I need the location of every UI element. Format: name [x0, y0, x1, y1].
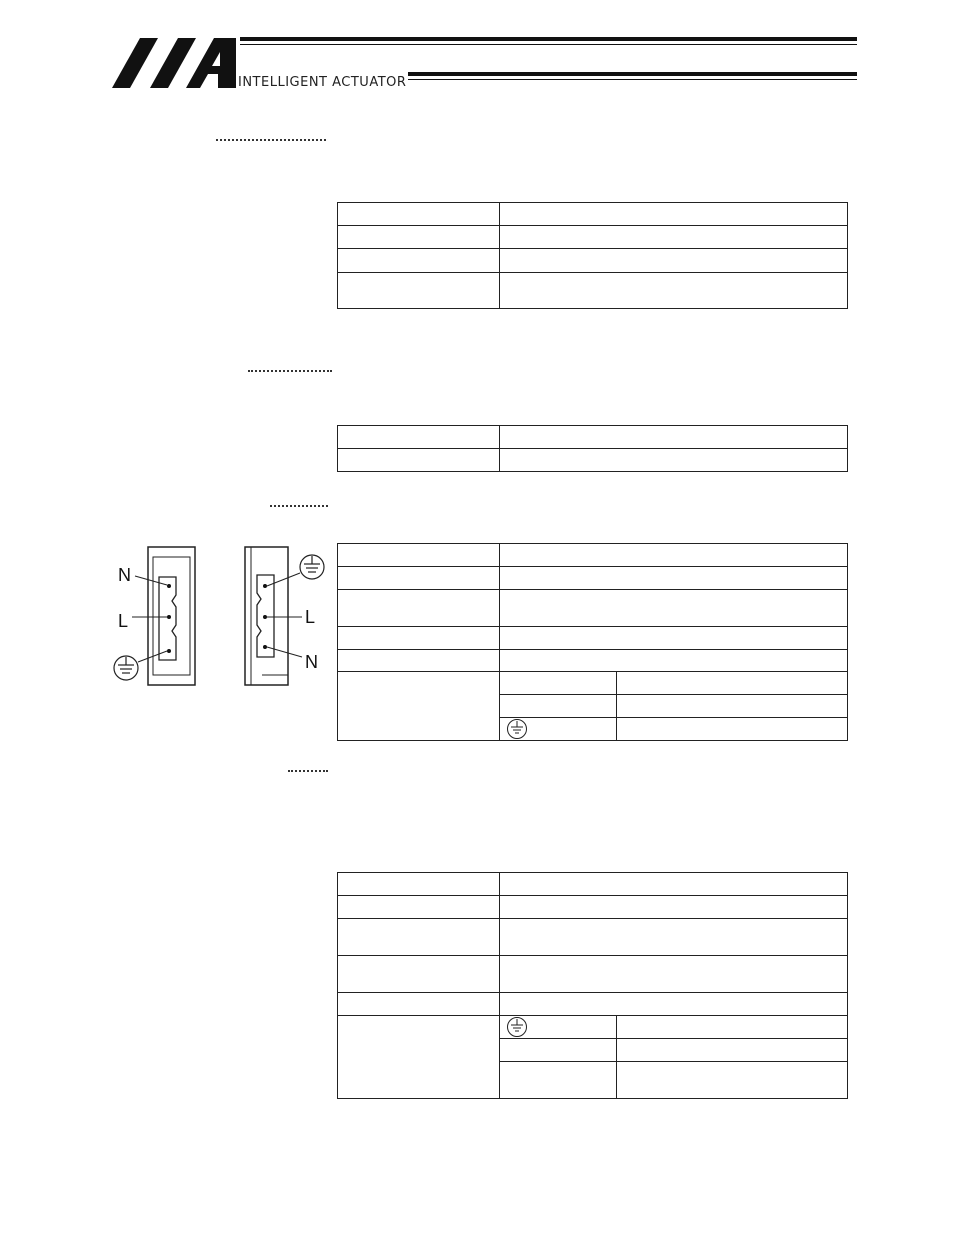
header-rule-bottom-thin	[408, 79, 857, 80]
table-row	[338, 672, 848, 695]
spec-table-1	[337, 202, 848, 309]
table-row	[338, 627, 848, 650]
earth-icon	[506, 718, 528, 740]
table-row	[338, 249, 848, 273]
header-rule-bottom	[408, 72, 857, 76]
table-row	[338, 273, 848, 309]
left-label-l: L	[118, 611, 129, 631]
table-row	[338, 449, 848, 472]
header-rule-thin	[240, 44, 857, 45]
leader-dots-2	[248, 370, 332, 372]
right-label-l: L	[305, 607, 316, 627]
iai-logo	[112, 34, 242, 90]
table-row	[338, 650, 848, 672]
table-row	[338, 544, 848, 567]
table-row	[338, 426, 848, 449]
table-row	[338, 956, 848, 993]
leader-dots-3	[270, 505, 328, 507]
table-row	[338, 896, 848, 919]
table-row	[338, 203, 848, 226]
left-earth-icon	[114, 656, 138, 680]
table-row	[338, 993, 848, 1016]
table-row	[338, 590, 848, 627]
table-row	[338, 919, 848, 956]
leader-dots-4	[288, 770, 328, 772]
header-rule-top	[240, 37, 857, 41]
table-row	[338, 226, 848, 249]
earth-icon	[506, 1016, 528, 1038]
spec-table-2	[337, 425, 848, 472]
leader-dots-1	[216, 139, 326, 141]
table-row	[338, 873, 848, 896]
table-row	[338, 1016, 848, 1039]
left-label-n: N	[118, 565, 131, 585]
spec-table-3	[337, 543, 848, 741]
right-label-n: N	[305, 652, 318, 672]
spec-table-4	[337, 872, 848, 1099]
table-row	[338, 567, 848, 590]
brand-text: INTELLIGENT ACTUATOR	[238, 75, 407, 90]
right-earth-icon	[300, 555, 324, 579]
